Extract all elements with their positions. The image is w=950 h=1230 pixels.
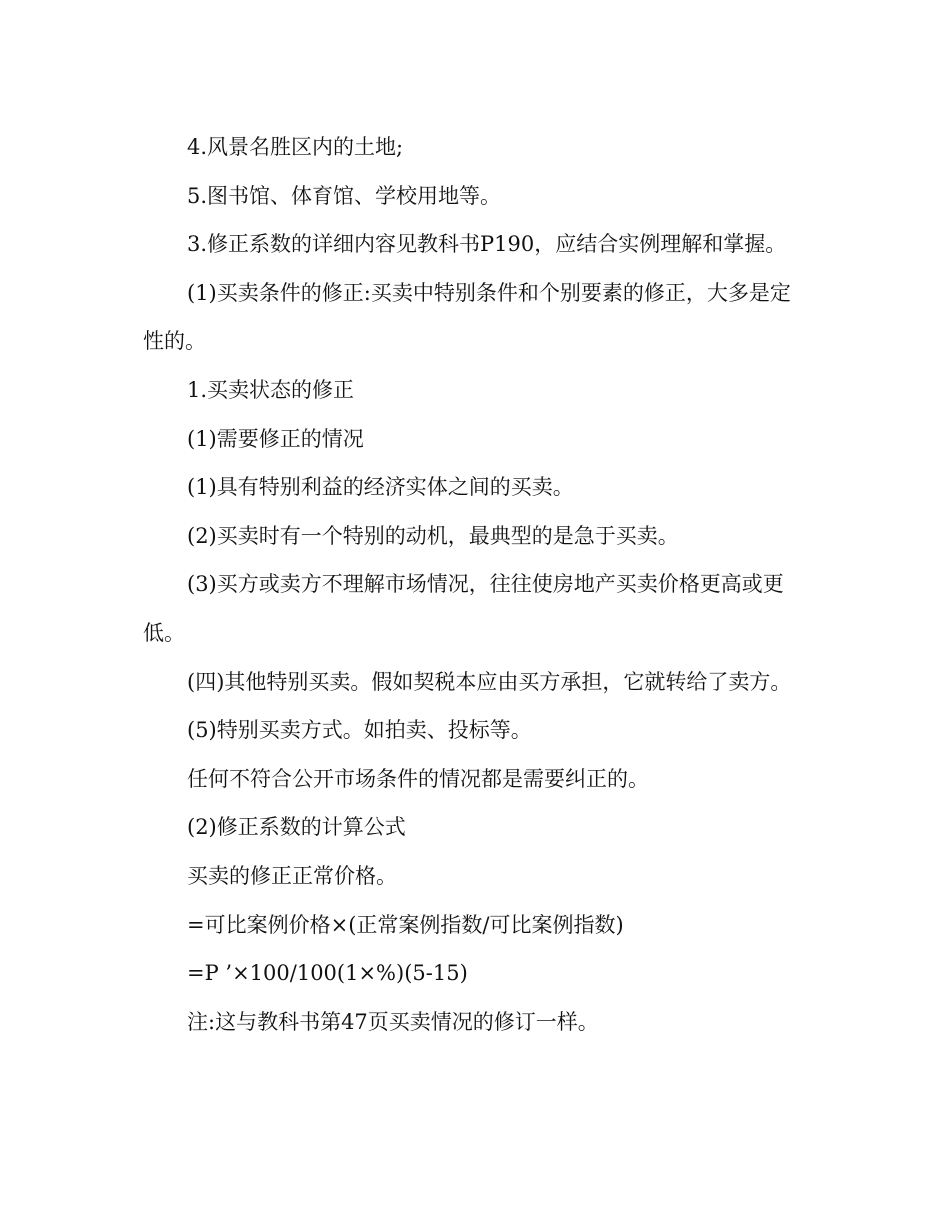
paragraph-7: (1)具有特别利益的经济实体之间的买卖。	[187, 475, 574, 500]
paragraph-5: 1.买卖状态的修正	[187, 377, 355, 402]
paragraph-2: 5.图书馆、体育馆、学校用地等。	[187, 183, 502, 208]
paragraph-3: 3.修正系数的详细内容见教科书P190，应结合实例理解和掌握。	[187, 232, 787, 257]
paragraph-9: (3)买方或卖方不理解市场情况，往往使房地产买卖价格更高或更低。	[143, 572, 784, 645]
document-body	[143, 123, 810, 1046]
paragraph-8: (2)买卖时有一个特别的动机，最典型的是急于买卖。	[187, 523, 679, 548]
paragraph-10: (四)其他特别买卖。假如契税本应由买方承担，它就转给了卖方。	[187, 669, 792, 694]
paragraph-13: (2)修正系数的计算公式	[187, 815, 406, 840]
paragraph-16: =P ’×100/100(1×%)(5-15)	[187, 961, 468, 986]
paragraph-11: (5)特别买卖方式。如拍卖、投标等。	[187, 718, 532, 743]
paragraph-12: 任何不符合公开市场条件的情况都是需要纠正的。	[187, 766, 649, 791]
paragraph-6: (1)需要修正的情况	[187, 426, 364, 451]
paragraph-15: =可比案例价格×(正常案例指数/可比案例指数)	[187, 912, 624, 937]
paragraph-1: 4.风景名胜区内的土地;	[187, 135, 404, 159]
paragraph-17: 注:这与教科书第47页买卖情况的修订一样。	[187, 1009, 599, 1034]
paragraph-4: (1)买卖条件的修正:买卖中特别条件和个别要素的修正，大多是定性的。	[143, 280, 791, 354]
paragraph-14: 买卖的修正正常价格。	[187, 863, 397, 888]
